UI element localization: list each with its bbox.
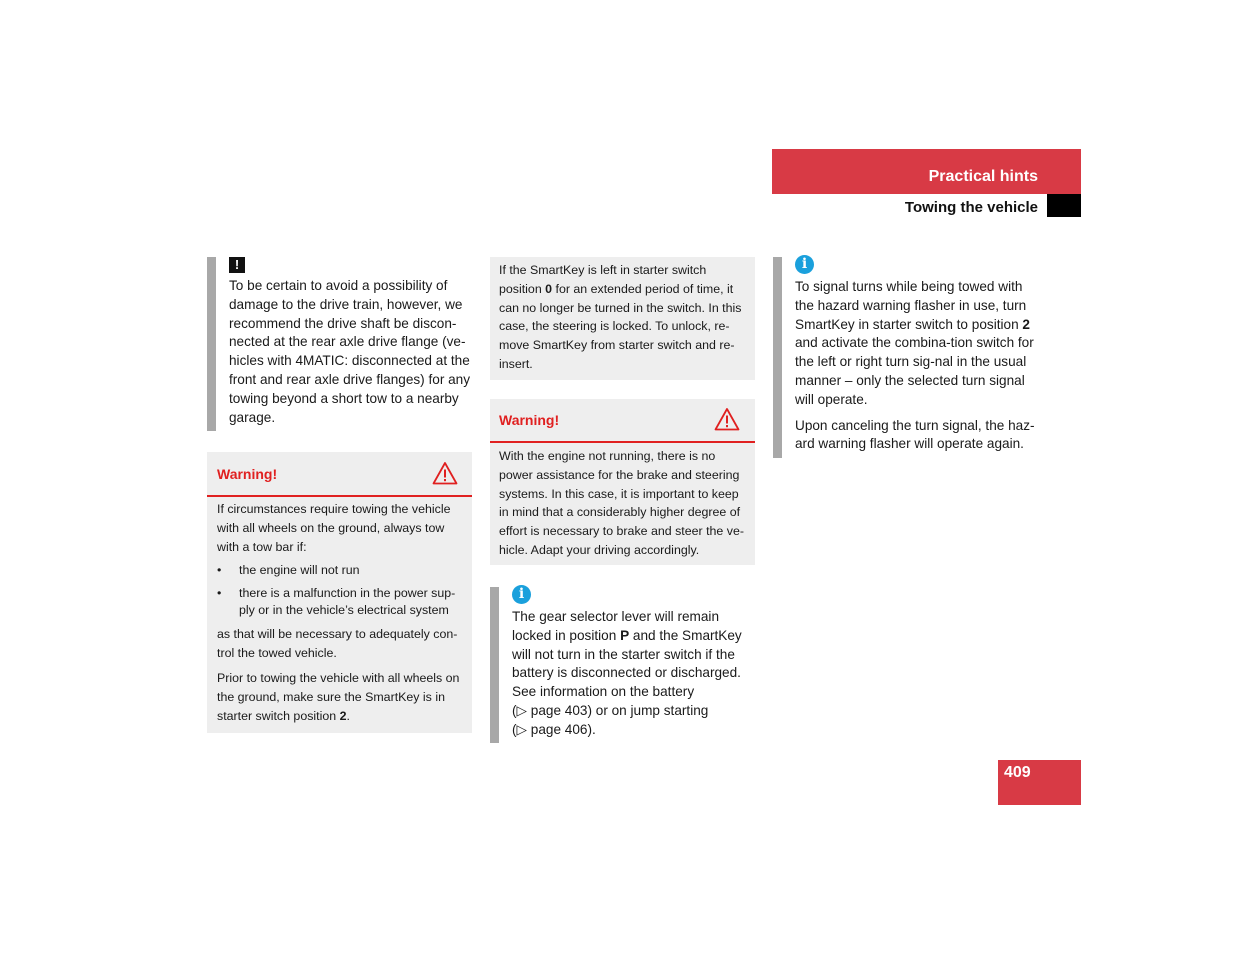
page-number: 409 <box>1004 764 1031 781</box>
note-bar <box>773 257 782 458</box>
info-icon: i <box>512 585 531 604</box>
note-bar <box>490 587 499 743</box>
section-title: Practical hints <box>928 168 1038 185</box>
smartkey-text: If the SmartKey is left in starter switch position 0 for an extended period of time, it can no longer be turned in the switch. In this case, the steering is locked. To unlock, re-move SmartKey from starter switch and re-insert. <box>499 263 742 371</box>
warning-triangle-icon <box>432 461 458 485</box>
list-item: • the engine will not run <box>217 562 465 579</box>
page-ref-link[interactable]: (▷ page 403) or on jump starting <box>512 702 709 718</box>
notice-icon: ! <box>229 256 245 274</box>
notice-text: To be certain to avoid a possibility of damage to the drive train, however, we recommend the drive shaft be discon-nected at the rear axle drive flange (ve-hicles with 4MATIC: disconnected at the front and rear axle drive flanges) for any towing beyond a short tow to a nearby garage. <box>229 278 471 425</box>
warning-label: Warning! <box>499 412 560 428</box>
section-marker <box>1047 194 1081 217</box>
list-item: • there is a malfunction in the power sup-ply or in the vehicle’s electrical system <box>217 585 465 619</box>
warning-label: Warning! <box>217 466 278 482</box>
info-icon: i <box>795 255 814 274</box>
warning-body: If circumstances require towing the vehicle with all wheels on the ground, always tow with a tow bar if: • the engine will not run • there is a malfunction in the power sup-ply or in the vehicle’s electrical system as that will be necessary to adequately con-trol the towed vehicle. Prior to towing the vehicle with all wheels on the ground, make sure the SmartKey is in starter switch position 2. <box>217 500 465 725</box>
info-text: The gear selector lever will remain locked in position P and the SmartKey will not turn in the starter switch if the battery is disconnected or discharged. See information on the battery (▷ page 403) or on jump starting (▷ page 406). <box>512 609 742 737</box>
page-ref-link[interactable]: (▷ page 406). <box>512 721 596 737</box>
warning-triangle-icon <box>714 407 740 431</box>
warning-conditions-list <box>217 562 465 619</box>
note-bar <box>207 257 216 431</box>
info-text: To signal turns while being towed with the hazard warning flasher in use, turn SmartKey in starter switch to position 2 and activate the combina-tion switch for the left or right turn sig-nal in the usual manner – only the selected turn signal will operate. Upon canceling the turn signal, the haz-ard warning flasher will operate again. <box>795 279 1035 452</box>
subsection-title: Towing the vehicle <box>904 199 1038 216</box>
warning-body: With the engine not running, there is no power assistance for the brake and steering systems. In this case, it is important to keep in mind that a considerably higher degree of effort is necessary to brake and steer the ve-hicle. Adapt your driving accordingly. <box>499 449 744 557</box>
